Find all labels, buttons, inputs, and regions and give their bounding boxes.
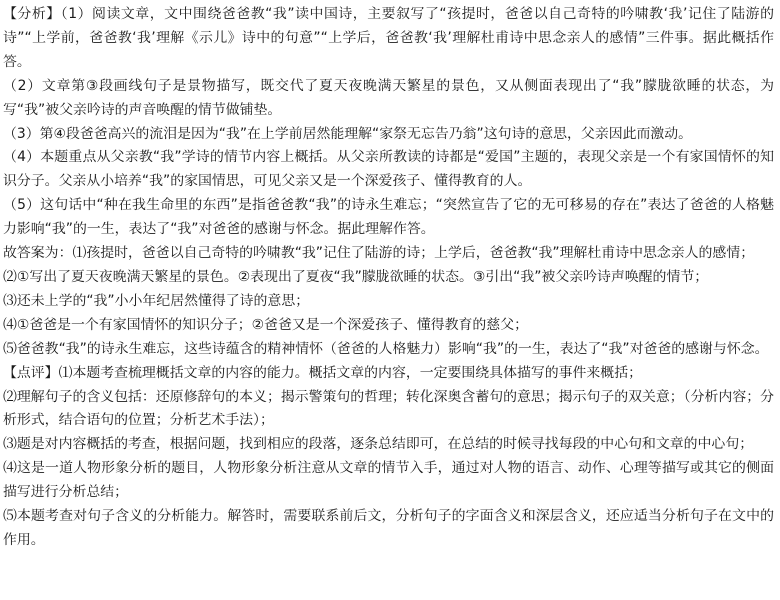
analysis-q2-paragraph: （2）文章第③段画线句子是景物描写，既交代了夏天夜晚满天繁星的景色，又从侧面表现出了“我”朦胧欲睡的状态，为写“我”被父亲吟诗的声音唤醒的情节做铺垫。 [3,77,774,118]
comment-q4-paragraph: ⑷这是一道人物形象分析的题目，人物形象分析注意从文章的情节入手，通过对人物的语言、动作、心理等描写或其它的侧面描写进行分析总结； [3,460,774,501]
analysis-q3-paragraph: （3）第④段爸爸高兴的流泪是因为“我”在上学前居然能理解“家祭无忘告乃翁”这句诗的意思，父亲因此而激动。 [3,125,693,142]
answer-q1-paragraph: 故答案为：⑴孩提时，爸爸以自己奇特的吟啸教“我”记住了陆游的诗；上学后，爸爸教“我”理解杜甫诗中思念亲人的感情； [3,245,755,262]
analysis-q4-paragraph: （4）本题重点从父亲教“我”学诗的情节内容上概括。从父亲所教读的诗都是“爱国”主题的，表现父亲是一个有家国情怀的知识分子。父亲从小培养“我”的家国情思，可见父亲又是一个深爱孩子、懂得教育的人。 [3,149,774,190]
analysis-intro-paragraph: 【分析】（1）阅读文章，文中围绕爸爸教“我”读中国诗，主要叙写了“孩提时，爸爸以自己奇特的吟啸教‘我’记住了陆游的诗”“上学前，爸爸教‘我’理解《示儿》诗中的句意”“上学后，爸爸教‘我’理解杜甫诗中思念亲人的感情”三件事。据此概括作答。 [3,6,774,70]
comment-q1-paragraph: 【点评】⑴本题考查梳理概括文章的内容的能力。概括文章的内容，一定要围绕具体描写的事件来概括； [3,364,642,381]
analysis-q5-paragraph: （5）这句话中“种在我生命里的东西”是指爸爸教“我”的诗永生难忘；“突然宣告了它的无可移易的存在”表达了爸爸的人格魅力影响“我”的一生，表达了“我”对爸爸的感谢与怀念。据此理解作答。 [3,197,774,238]
comment-q2-paragraph: ⑵理解句子的含义包括：还原修辞句的本义；揭示警策句的哲理；转化深奥含蓄句的意思；揭示句子的双关意；（分析内容；分析形式，结合语句的位置；分析艺术手法）； [3,388,774,429]
comment-q5-paragraph: ⑸本题考查对句子含义的分析能力。解答时，需要联系前后文，分析句子的字面含义和深层含义，还应适当分析句子在文中的作用。 [3,508,774,548]
answer-q4-paragraph: ⑷①爸爸是一个有家国情怀的知识分子；②爸爸又是一个深爱孩子、懂得教育的慈父； [3,316,528,333]
comment-q3-paragraph: ⑶题是对内容概括的考查，根据问题，找到相应的段落，逐条总结即可，在总结的时候寻找每段的中心句和文章的中心句； [3,436,754,453]
answer-q2-paragraph: ⑵①写出了夏天夜晚满天繁星的景色。②表现出了夏夜“我”朦胧欲睡的状态。③引出“我”被父亲吟诗声唤醒的情节； [3,268,709,285]
answer-q5-paragraph: ⑸爸爸教“我”的诗永生难忘，这些诗蕴含的精神情怀（爸爸的人格魅力）影响“我”的一生，表达了“我”对爸爸的感谢与怀念。 [3,340,769,357]
answer-q3-paragraph: ⑶还未上学的“我”小小年纪居然懂得了诗的意思； [3,292,310,309]
